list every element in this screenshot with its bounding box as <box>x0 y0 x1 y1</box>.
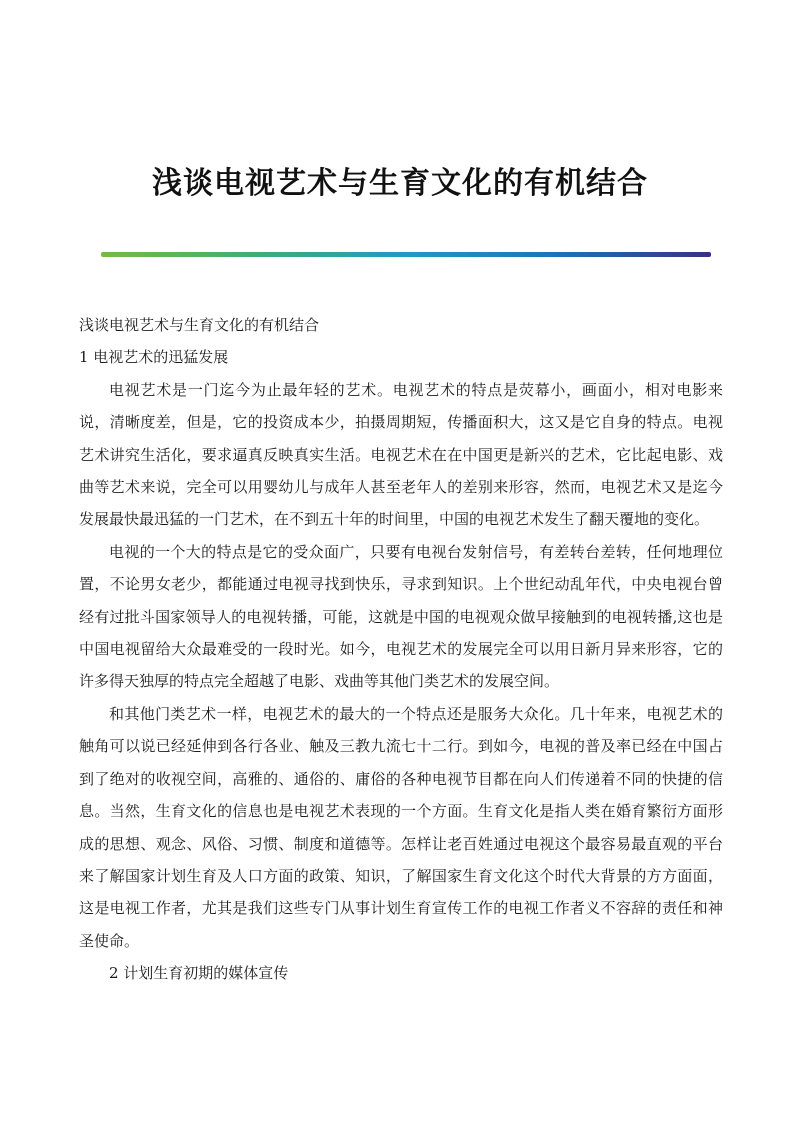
paragraph-1: 电视艺术是一门迄今为止最年轻的艺术。电视艺术的特点是荧幕小，画面小，相对电影来说，清晰度差，但是，它的投资成本少，拍摄周期短，传播面积大，这又是它自身的特点。电视艺术讲究生活化，要求逼真反映真实生活。电视艺术在在中国更是新兴的艺术，它比起电影、戏曲等艺术来说，完全可以用婴幼儿与成年人甚至老年人的差别来形容，然而，电视艺术又是迄今发展最快最迅猛的一门艺术，在不到五十年的时间里，中国的电视艺术发生了翻天覆地的变化。 <box>79 380 723 529</box>
paragraph-2: 电视的一个大的特点是它的受众面广，只要有电视台发射信号，有差转台差转，任何地理位置，不论男女老少，都能通过电视寻找到快乐，寻求到知识。上个世纪动乱年代，中央电视台曾经有过批斗国家领导人的电视转播，可能，这就是中国的电视观众做早接触到的电视转播,这也是中国电视留给大众最难受的一段时光。如今，电视艺术的发展完全可以用日新月异来形容，它的许多得天独厚的特点完全超越了电影、戏曲等其他门类艺术的发展空间。 <box>79 542 723 691</box>
document-title: 浅谈电视艺术与生育文化的有机结合 <box>152 166 648 201</box>
subtitle: 浅谈电视艺术与生育文化的有机结合 <box>79 316 320 334</box>
title-divider <box>101 252 711 257</box>
section-heading-2: 2 计划生育初期的媒体宣传 <box>109 964 289 983</box>
document-body <box>79 309 723 990</box>
paragraph-3: 和其他门类艺术一样，电视艺术的最大的一个特点还是服务大众化。几十年来，电视艺术的触角可以说已经延伸到各行各业、触及三教九流七十二行。到如今，电视的普及率已经在中国占到了绝对的收视空间，高雅的、通俗的、庸俗的各种电视节目都在向人们传递着不同的快捷的信息。当然，生育文化的信息也是电视艺术表现的一个方面。生育文化是指人类在婚育繁衍方面形成的思想、观念、风俗、习惯、制度和道德等。怎样让老百姓通过电视这个最容易最直观的平台来了解国家计划生育及人口方面的政策、知识，了解国家生育文化这个时代大背景的方方面面，这是电视工作者，尤其是我们这些专门从事计划生育宣传工作的电视工作者义不容辞的责任和神圣使命。 <box>79 704 723 950</box>
section-heading-1: 1 电视艺术的迅猛发展 <box>79 348 229 367</box>
